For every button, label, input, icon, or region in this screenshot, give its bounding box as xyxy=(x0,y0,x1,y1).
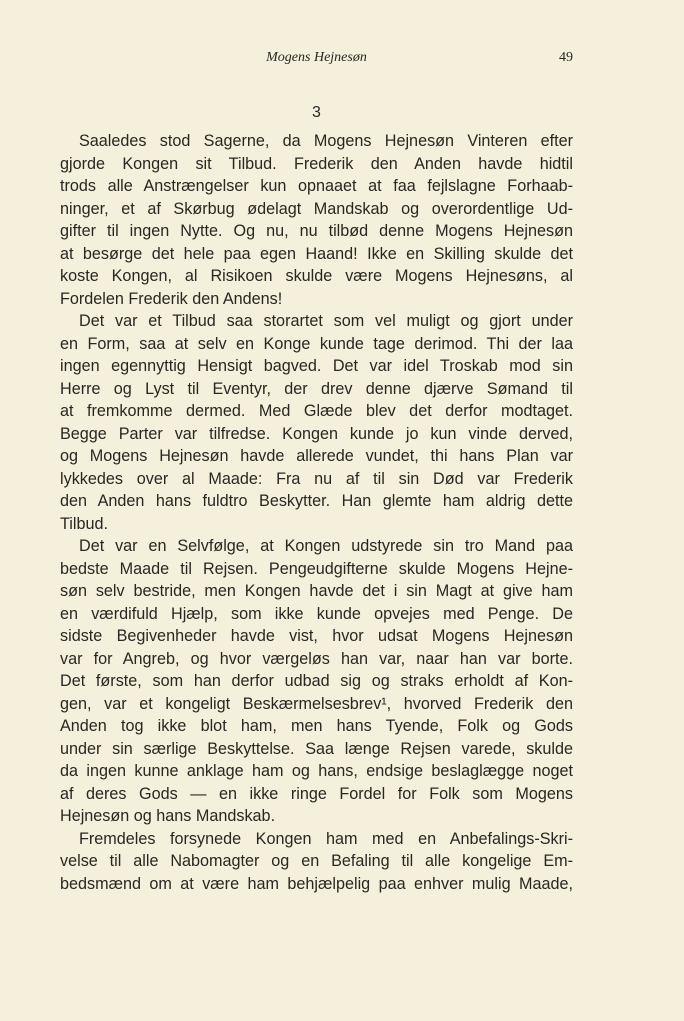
text-line: Anden tog ikke blot ham, men hans Tyende, Folk og Gods xyxy=(60,717,573,735)
text-line: ninger, et af Skørbug ødelagt Mandskab og overordentlige Ud- xyxy=(60,199,573,218)
text-line: bedste Maade til Rejsen. Pengeudgifterne skulde Mogens Hejne- xyxy=(60,559,573,578)
text-line: velse til alle Nabomagter og en Befaling til alle kongelige Em- xyxy=(60,852,573,870)
text-line: Herre og Lyst til Eventyr, der drev denne djærve Sømand til xyxy=(60,379,573,398)
text-line: og Mogens Hejnesøn havde allerede vundet, thi hans Plan var xyxy=(60,447,573,465)
text-line: sidste Begivenheder havde vist, hvor udsat Mogens Hejnesøn xyxy=(60,627,573,645)
text-line: Fremdeles forsynede Kongen ham med en Anbefalings-Skri- xyxy=(79,829,573,848)
text-line: trods alle Anstrængelser kun opnaaet at faa fejlslagne Forhaab- xyxy=(60,177,573,195)
text-line: bedsmænd om at være ham behjælpelig paa enhver mulig Maade, xyxy=(60,874,573,893)
text-line: en Form, saa at selv en Konge kunde tage derimod. Thi der laa xyxy=(60,334,573,353)
text-line: koste Kongen, al Risikoen skulde være Mogens Hejnesøns, al xyxy=(60,267,573,285)
text-line: Saaledes stod Sagerne, da Mogens Hejnesøn Vinteren efter xyxy=(79,132,573,150)
text-line: søn selv bestride, men Kongen havde det i sin Magt at give ham xyxy=(60,582,573,600)
text-line: Det var et Tilbud saa storartet som vel muligt og gjort under xyxy=(79,312,573,330)
running-title: Mogens Hejnesøn xyxy=(266,50,367,65)
text-line: at fremkomme dermed. Med Glæde blev det derfor modtaget. xyxy=(60,402,573,420)
text-line: gen, var et kongeligt Beskærmelsesbrev¹, hvorved Frederik den xyxy=(60,694,573,713)
text-line: gifter til ingen Nytte. Og nu, nu tilbød denne Mogens Hejnesøn xyxy=(60,222,573,240)
text-line: ingen egennyttig Hensigt bagved. Det var idel Troskab mod sin xyxy=(60,357,573,375)
text-line: af deres Gods — en ikke ringe Fordel for Folk som Mogens xyxy=(60,784,573,803)
page-number: 49 xyxy=(559,50,573,65)
text-line: lykkedes over al Maade: Fra nu af til sin Død var Frederik xyxy=(60,469,573,488)
text-line: at besørge det hele paa egen Haand! Ikke en Skilling skulde det xyxy=(60,244,573,263)
text-line: Hejnesøn og hans Mandskab. xyxy=(60,807,276,825)
running-head xyxy=(60,50,573,70)
text-line: var for Angreb, og hvor værgeløs han var, naar han var borte. xyxy=(60,649,573,668)
text-line: en værdifuld Hjælp, som ikke kunde opvejes med Penge. De xyxy=(60,604,573,623)
text-line: gjorde Kongen sit Tilbud. Frederik den Anden havde hidtil xyxy=(60,154,573,173)
text-line: Det var en Selvfølge, at Kongen udstyrede sin tro Mand paa xyxy=(79,537,573,555)
text-line: da ingen kunne anklage ham og hans, endsige beslaglægge noget xyxy=(60,762,573,780)
text-line: Fordelen Frederik den Andens! xyxy=(60,289,283,308)
text-line: Begge Parter var tilfredse. Kongen kunde jo kun vinde derved, xyxy=(60,424,573,443)
section-number: 3 xyxy=(312,104,321,121)
text-line: under sin særlige Beskyttelse. Saa længe Rejsen varede, skulde xyxy=(60,739,573,758)
text-line: den Anden hans fuldtro Beskytter. Han glemte ham aldrig dette xyxy=(60,492,573,510)
text-line: Tilbud. xyxy=(60,514,108,533)
text-line: Det første, som han derfor udbad sig og straks erholdt af Kon- xyxy=(60,672,573,690)
body-text xyxy=(60,130,573,895)
